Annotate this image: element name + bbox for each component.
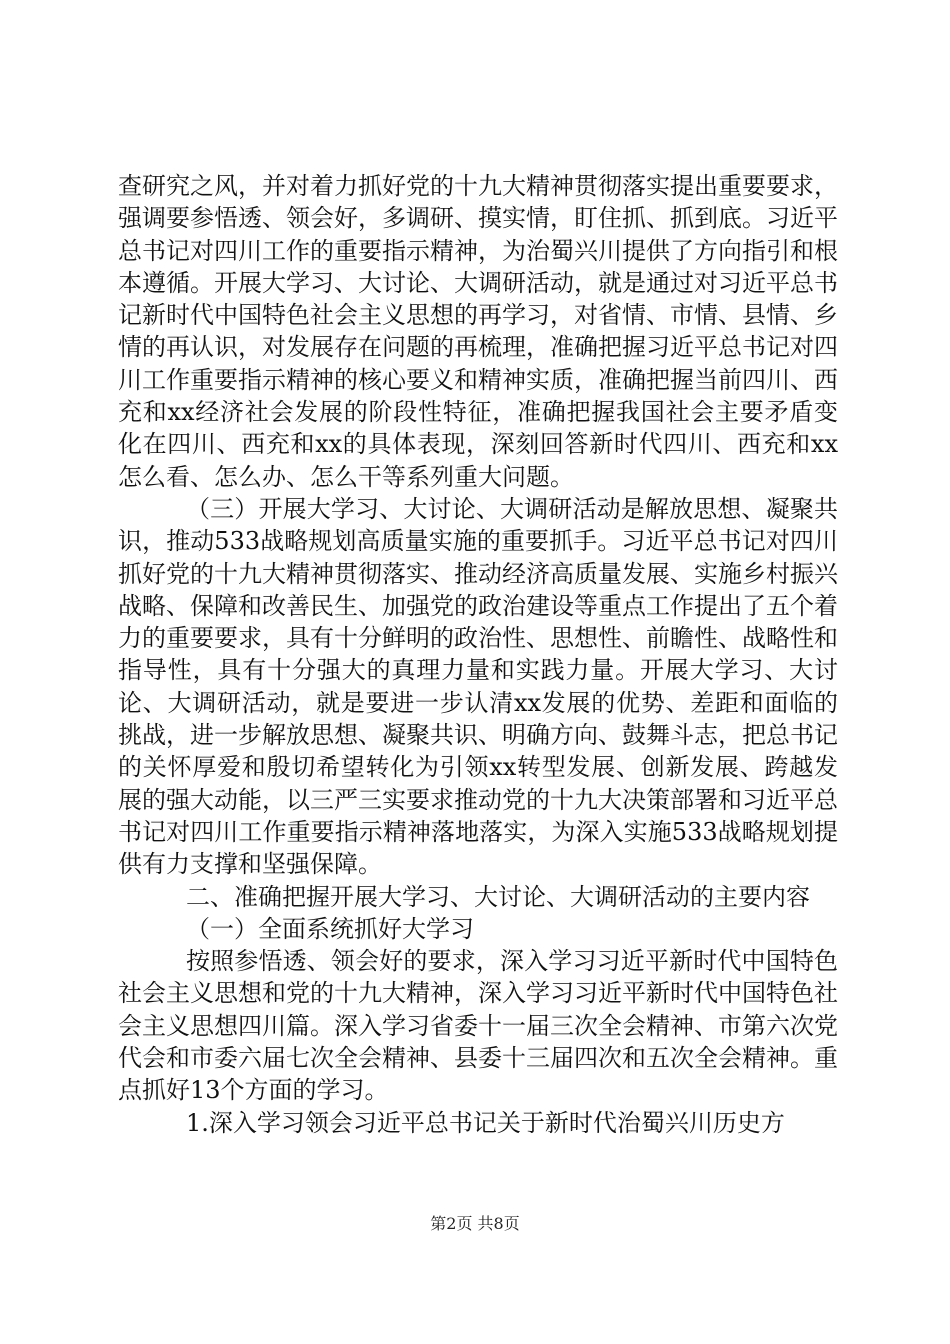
heading-part-two: 二、准确把握开展大学习、大讨论、大调研活动的主要内容	[186, 882, 810, 911]
paragraph-study-requirements: 按照参悟透、领会好的要求，深入学习习近平新时代中国特色社会主义思想和党的十九大精神，深入学习习近平新时代中国特色社会主义思想四川篇。深入学习省委十一届三次全会精神、市第六次党代会和市委六届七次全会精神、县委十三届四次和五次全会精神。重点抓好13个方面的学习。	[118, 947, 838, 1105]
body-text	[118, 170, 838, 1139]
paragraph-section-three: （三）开展大学习、大讨论、大调研活动是解放思想、凝聚共识，推动533战略规划高质量实施的重要抓手。习近平总书记对四川抓好党的十九大精神贯彻落实、推动经济高质量发展、实施乡村振兴战略、保障和改善民生、加强党的政治建设等重点工作提出了五个着力的重要要求，具有十分鲜明的政治性、思想性、前瞻性、战略性和指导性，具有十分强大的真理力量和实践力量。开展大学习、大讨论、大调研活动，就是要进一步认清xx发展的优势、差距和面临的挑战，进一步解放思想、凝聚共识、明确方向、鼓舞斗志，把总书记的关怀厚爱和殷切希望转化为引领xx转型发展、创新发展、跨越发展的强大动能，以三严三实要求推动党的十九大决策部署和习近平总书记对四川工作重要指示精神落地落实，为深入实施533战略规划提供有力支撑和坚强保障。	[118, 494, 838, 879]
page-number-label: 第2页 共8页	[430, 1214, 520, 1233]
paragraph-continuation: 查研究之风，并对着力抓好党的十九大精神贯彻落实提出重要要求，强调要参悟透、领会好，多调研、摸实情，盯住抓、抓到底。习近平总书记对四川工作的重要指示精神，为治蜀兴川提供了方向指引和根本遵循。开展大学习、大讨论、大调研活动，就是通过对习近平总书记新时代中国特色社会主义思想的再学习，对省情、市情、县情、乡情的再认识，对发展存在问题的再梳理，准确把握习近平总书记对四川工作重要指示精神的核心要义和精神实质，准确把握当前四川、西充和xx经济社会发展的阶段性特征，准确把握我国社会主要矛盾变化在四川、西充和xx的具体表现，深刻回答新时代四川、西充和xx怎么看、怎么办、怎么干等系列重大问题。	[118, 172, 838, 491]
list-item-one: 1.深入学习领会习近平总书记关于新时代治蜀兴川历史方	[186, 1108, 785, 1137]
page-footer	[0, 1211, 950, 1234]
heading-subsection-one: （一）全面系统抓好大学习	[186, 914, 474, 943]
